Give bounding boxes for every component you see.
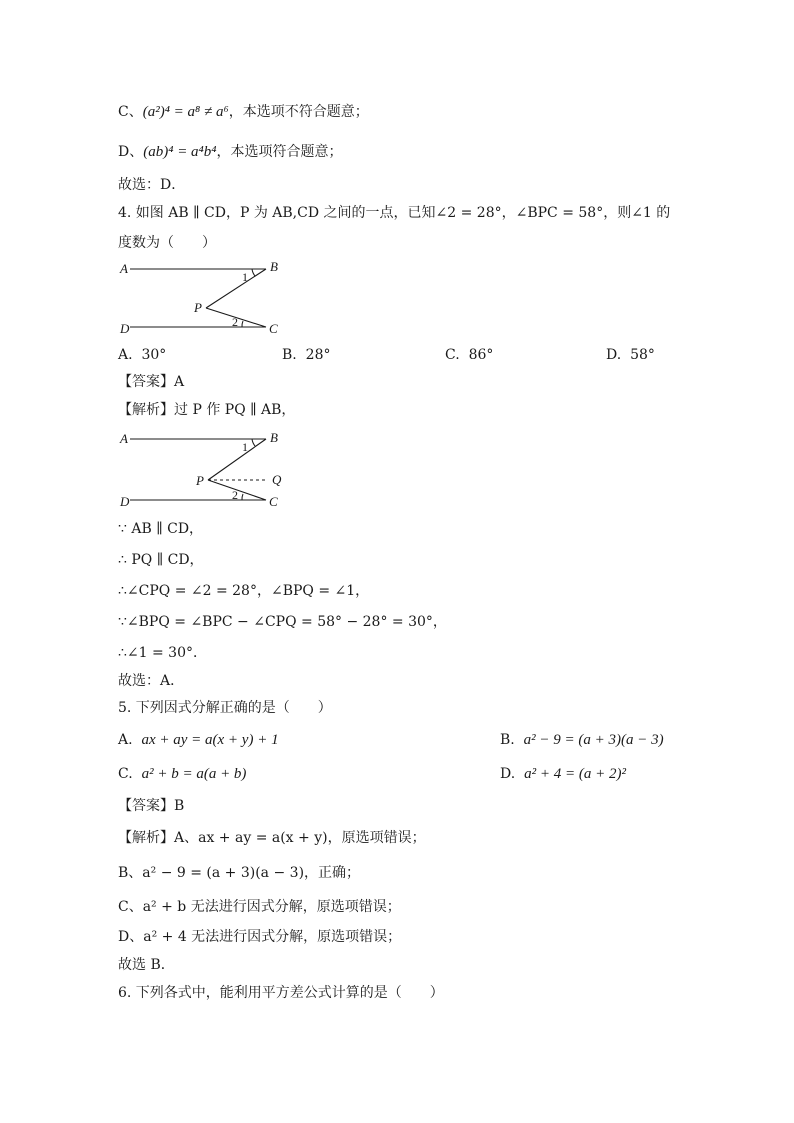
q3-conclusion: 故选：D．: [118, 177, 186, 193]
q5-stem: 5. 下列因式分解正确的是（ ）: [118, 700, 332, 716]
q4-sol-label-angle2: 2: [232, 488, 238, 502]
q4-sol-label-b: B: [270, 430, 278, 445]
q4-label-angle2: 2: [232, 315, 238, 329]
q3-c-suffix: ，本选项不符合题意；: [228, 104, 369, 120]
q5-option-b: [500, 730, 664, 750]
q5-option-c-letter: C.: [118, 766, 133, 782]
q3-c-prefix: C、: [118, 104, 143, 120]
q4-answer: 【答案】A: [118, 374, 185, 390]
q4-option-b: [282, 345, 330, 365]
q4-figure: [118, 258, 288, 340]
q5-option-a: [118, 730, 279, 750]
q5-analysis-2: B、a² − 9 = (a + 3)(a − 3)，正确；: [118, 865, 361, 881]
q4-sol-label-c: C: [269, 494, 278, 509]
q5-option-c-expr: a² + b = a(a + b): [141, 766, 247, 782]
q4-sol-angle2-arc: [242, 494, 243, 500]
q5-analysis-4: D、a² + 4 无法进行因式分解，原选项错误；: [118, 929, 402, 945]
q4-stem-line1: 4. 如图 AB ∥ CD，P 为 AB,CD 之间的一点，已知∠2 = 28°，∠BPC = 58°，则∠1 的: [118, 205, 671, 221]
q4-step-4: ∵∠BPQ = ∠BPC − ∠CPQ = 58° − 28° = 30°，: [118, 614, 447, 630]
q3-c-expression: (a²)⁴ = a⁸ ≠ a⁶: [142, 104, 229, 120]
q4-option-a: [118, 345, 166, 365]
q4-label-d: D: [120, 321, 130, 336]
q4-label-c: C: [269, 321, 278, 336]
q4-sol-line-bp: [208, 439, 266, 480]
q4-option-d-letter: D.: [606, 347, 622, 363]
q5-option-a-letter: A.: [118, 732, 133, 748]
q4-sol-angle1-arc: [252, 439, 255, 446]
q4-label-b: B: [270, 259, 278, 274]
q5-analysis-3: C、a² + b 无法进行因式分解，原选项错误；: [118, 899, 401, 915]
q3-d-prefix: D、: [118, 144, 144, 160]
q4-option-a-letter: A.: [118, 347, 133, 363]
q5-answer: 【答案】B: [118, 798, 185, 814]
q5-option-b-letter: B.: [500, 732, 515, 748]
q5-option-b-expr: a² − 9 = (a + 3)(a − 3): [523, 732, 664, 748]
q4-analysis-intro: 【解析】过 P 作 PQ ∥ AB，: [118, 402, 296, 418]
q3-d-expression: (ab)⁴ = a⁴b⁴: [143, 144, 217, 160]
q4-option-b-value: 28°: [305, 347, 331, 363]
q6-stem: 6. 下列各式中，能利用平方差公式计算的是（ ）: [118, 985, 444, 1001]
q4-step-3: ∴∠CPQ = ∠2 = 28°，∠BPQ = ∠1，: [118, 583, 370, 599]
q5-option-d-expr: a² + 4 = (a + 2)²: [524, 766, 626, 782]
q4-option-d-value: 58°: [630, 347, 655, 363]
q4-angle2-arc: [242, 321, 243, 327]
q4-option-c: [445, 345, 493, 365]
q4-label-angle1: 1: [242, 270, 248, 284]
q3-option-c-line: [118, 102, 369, 122]
q4-label-p: P: [194, 300, 202, 315]
q4-label-a: A: [120, 261, 128, 276]
q4-sol-label-a: A: [120, 431, 128, 446]
q4-solution-figure: [118, 428, 293, 512]
q4-angle1-arc: [252, 269, 255, 276]
q4-step-5: ∴∠1 = 30°．: [118, 645, 207, 661]
q4-sol-label-angle1: 1: [242, 440, 248, 454]
q4-sol-label-d: D: [120, 494, 130, 509]
q5-option-c: [118, 764, 246, 784]
q4-step-1: ∵ AB ∥ CD，: [118, 521, 204, 537]
q4-conclusion: 故选：A．: [118, 673, 185, 689]
q4-option-a-value: 30°: [141, 347, 167, 363]
q5-conclusion: 故选 B．: [118, 957, 175, 973]
q4-line-bp: [206, 269, 266, 308]
q4-sol-label-q: Q: [272, 472, 282, 487]
q4-option-b-letter: B.: [282, 347, 297, 363]
q5-option-d-letter: D.: [500, 766, 516, 782]
q4-stem-line2: 度数为（ ）: [118, 235, 216, 251]
q3-d-suffix: ，本选项符合题意；: [216, 144, 343, 160]
q4-step-2: ∴ PQ ∥ CD，: [118, 552, 204, 568]
q5-option-a-expr: ax + ay = a(x + y) + 1: [141, 732, 279, 748]
q4-option-c-letter: C.: [445, 347, 460, 363]
q4-option-c-value: 86°: [468, 347, 494, 363]
q4-sol-label-p: P: [196, 473, 204, 488]
q5-option-d: [500, 764, 626, 784]
q4-option-d: [606, 345, 655, 365]
q5-analysis-1: 【解析】A、ax + ay = a(x + y)，原选项错误；: [118, 830, 426, 846]
q3-option-d-line: [118, 142, 343, 162]
